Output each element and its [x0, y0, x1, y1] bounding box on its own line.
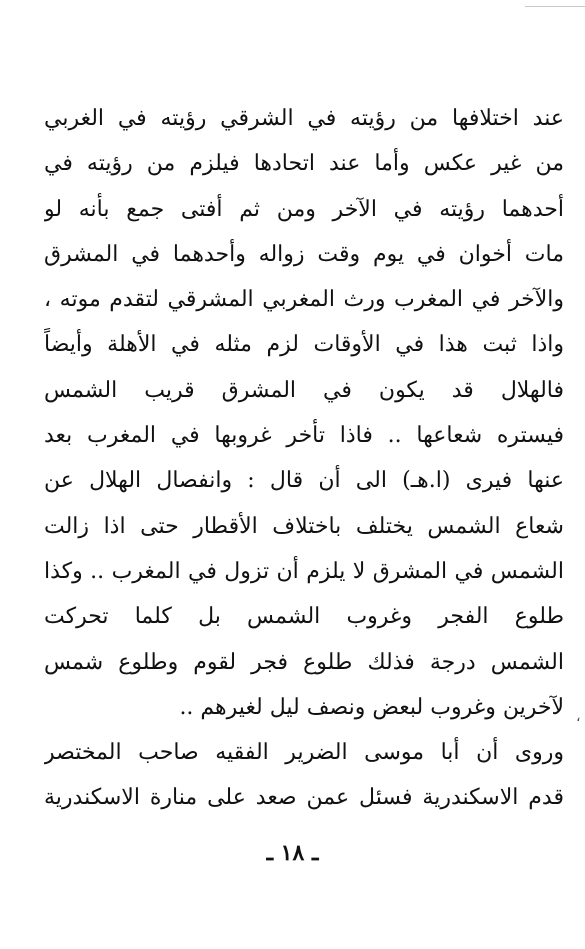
text-line: من غير عكس وأما عند اتحادها فيلزم من رؤيته في	[44, 151, 564, 177]
text-line: فالهلال قد يكون في المشرق قريب الشمس	[44, 377, 564, 403]
text-line: لآخرين وغروب لبعض ونصف ليل لغيرهم ..	[179, 694, 564, 720]
text-line: واذا ثبت هذا في الأوقات لزم مثله في الأهلة وأيضاً	[44, 332, 564, 358]
text-line: الشمس درجة فذلك طلوع فجر لقوم وطلوع شمس	[44, 649, 564, 675]
margin-mark: ،	[576, 709, 581, 725]
text-line: الشمس في المشرق لا يلزم أن تزول في المغرب .. وكذا	[44, 558, 564, 584]
text-line: عند اختلافها من رؤيته في الشرقي رؤيته في الغربي	[44, 106, 564, 131]
top-edge-rule	[525, 6, 585, 7]
text-line: وروى أن أبا موسى الضرير الفقيه صاحب المختصر	[44, 740, 564, 766]
text-line: والآخر في المغرب ورث المغربي المشرقي لتقدم موته ،	[44, 287, 564, 313]
text-line: مات أخوان في يوم وقت زواله وأحدهما في المشرق	[44, 241, 564, 267]
text-line: طلوع الفجر وغروب الشمس بل كلما تحركت	[44, 604, 564, 630]
text-line: شعاع الشمس يختلف باختلاف الأقطار حتى اذا زالت	[44, 513, 564, 539]
text-line: عنها فيرى (ا.هـ) الى أن قال : وانفصال الهلال عن	[44, 468, 564, 494]
page-number: ـ ١٨ ـ	[266, 840, 319, 866]
text-line: قدم الاسكندرية فسئل عمن صعد على منارة الاسكندرية	[44, 785, 564, 811]
text-line: أحدهما رؤيته في الآخر ومن ثم أفتى جمع بأنه لو	[44, 196, 564, 222]
body-text	[44, 96, 564, 821]
text-line: فيستره شعاعها .. فاذا تأخر غروبها في المغرب بعد	[44, 423, 564, 449]
